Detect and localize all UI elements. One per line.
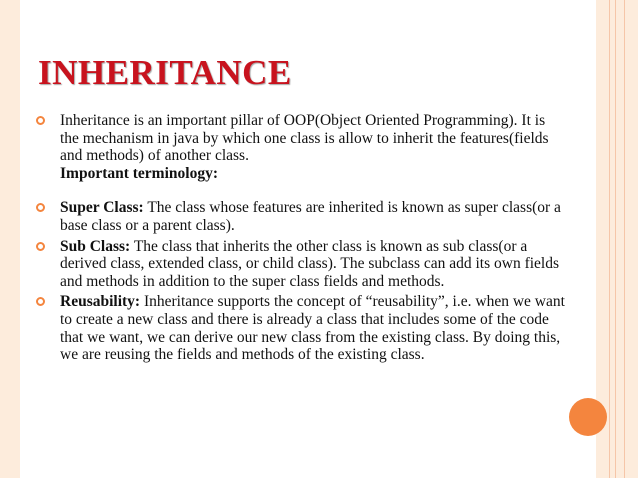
bullet-item-reusability bbox=[36, 293, 566, 363]
decorative-line bbox=[615, 0, 616, 478]
bullet-circle-icon bbox=[36, 242, 45, 251]
bullet-text: The class that inherits the other class is known as sub class(or a derived class, extended class, or child class). The subclass can add its own fields and methods in addition to the super class fields and methods. bbox=[60, 237, 560, 290]
bullet-text: Inheritance supports the concept of “reusability”, i.e. when we want to create a new class and there is already a class that includes some of the code that we want, we can derive our new class from the existing class. By doing this, we are reusing the fields and methods of the existing class. bbox=[60, 293, 565, 364]
bullet-text: The class whose features are inherited is known as super class(or a base class or a parent class). bbox=[60, 199, 561, 234]
bullet-item-sub-class bbox=[36, 238, 566, 291]
bullet-subheading: Important terminology: bbox=[60, 164, 218, 182]
decorative-line bbox=[624, 0, 625, 478]
bullet-term: Reusability: bbox=[60, 293, 141, 311]
bullet-term: Sub Class: bbox=[60, 237, 131, 255]
decorative-circle bbox=[569, 398, 607, 436]
bullet-circle-icon bbox=[36, 116, 45, 125]
bullet-circle-icon bbox=[36, 297, 45, 306]
bullet-text: Inheritance is an important pillar of OOP(Object Oriented Programming). It is the mechanism in java by which one class is allow to inherit the features(fields and methods) of another class. bbox=[60, 112, 549, 165]
left-border bbox=[0, 0, 20, 478]
bullet-item-super-class bbox=[36, 199, 566, 234]
bullet-item-inheritance bbox=[36, 112, 566, 182]
bullet-circle-icon bbox=[36, 203, 45, 212]
decorative-line bbox=[609, 0, 610, 478]
bullet-term: Super Class: bbox=[60, 199, 144, 217]
bullet-list bbox=[36, 112, 566, 364]
slide-title: INHERITANCE bbox=[38, 53, 292, 92]
